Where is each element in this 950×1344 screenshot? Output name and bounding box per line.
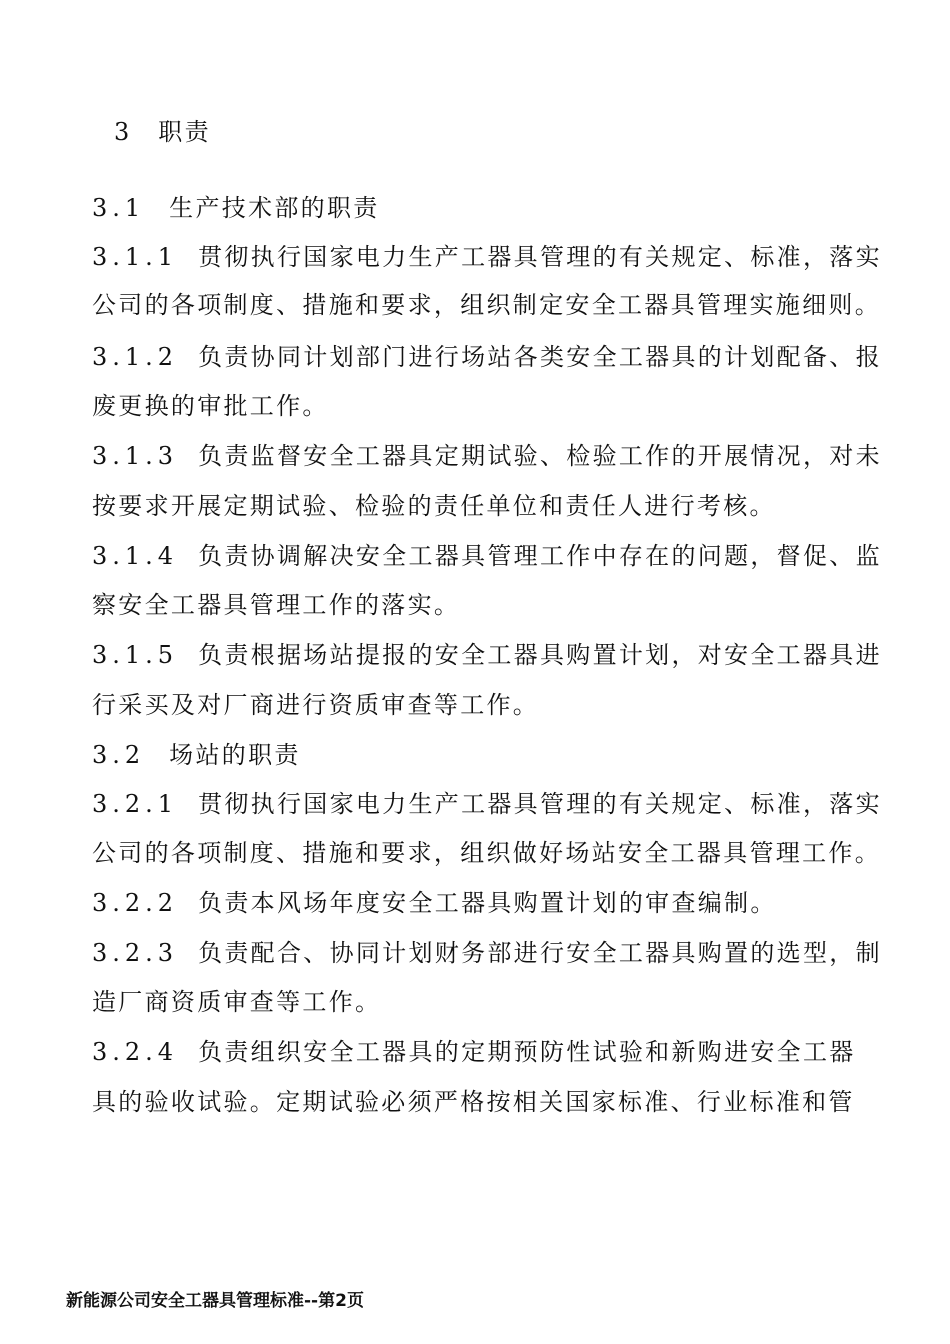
paragraph-line: [92, 789, 882, 819]
paragraph-line: [92, 590, 460, 620]
item-text: 生产技术部的职责: [169, 194, 380, 222]
subsection-heading: [92, 193, 380, 223]
item-number: 3.1.1: [92, 243, 179, 271]
paragraph-line: [92, 838, 881, 868]
page-footer: 新能源公司安全工器具管理标准--第2页: [66, 1291, 364, 1311]
item-number: 3.2.2: [92, 889, 179, 917]
item-number: 3.1.2: [92, 343, 179, 371]
item-number: 3.1.4: [92, 542, 179, 570]
item-text: 公司的各项制度、措施和要求，组织制定安全工器具管理实施细则。: [92, 291, 881, 319]
paragraph-line: [92, 242, 882, 272]
paragraph-line: [92, 342, 882, 372]
item-text: 负责组织安全工器具的定期预防性试验和新购进安全工器: [198, 1038, 856, 1066]
section-heading: [114, 117, 211, 147]
paragraph-line: [92, 441, 882, 471]
item-text: 察安全工器具管理工作的落实。: [92, 591, 461, 619]
paragraph-line: [92, 640, 882, 670]
item-number: 3.2.3: [92, 939, 179, 967]
item-text: 贯彻执行国家电力生产工器具管理的有关规定、标准，落实: [198, 243, 882, 271]
item-text: 负责配合、协同计划财务部进行安全工器具购置的选型，制: [198, 939, 882, 967]
item-text: 负责协同计划部门进行场站各类安全工器具的计划配备、报: [198, 343, 882, 371]
item-text: 负责根据场站提报的安全工器具购置计划，对安全工器具进: [198, 641, 882, 669]
item-number: 3.2: [92, 741, 146, 769]
paragraph-line: [92, 290, 881, 320]
item-text: 场站的职责: [169, 741, 301, 769]
item-text: 负责监督安全工器具定期试验、检验工作的开展情况，对未: [198, 442, 882, 470]
item-text: 按要求开展定期试验、检验的责任单位和责任人进行考核。: [92, 492, 776, 520]
paragraph-line: [92, 888, 777, 918]
paragraph-line: [92, 690, 539, 720]
section-title: 职责: [158, 118, 211, 146]
item-text: 贯彻执行国家电力生产工器具管理的有关规定、标准，落实: [198, 790, 882, 818]
item-number: 3.2.4: [92, 1038, 179, 1066]
item-text: 负责本风场年度安全工器具购置计划的审查编制。: [198, 889, 777, 917]
item-text: 具的验收试验。定期试验必须严格按相关国家标准、行业标准和管: [92, 1088, 855, 1116]
item-number: 3.2.1: [92, 790, 179, 818]
item-text: 行采买及对厂商进行资质审查等工作。: [92, 691, 540, 719]
paragraph-line: [92, 541, 882, 571]
paragraph-line: [92, 1087, 855, 1117]
subsection-heading: [92, 740, 301, 770]
section-number: 3: [114, 118, 135, 146]
paragraph-line: [92, 391, 329, 421]
item-number: 3.1: [92, 194, 146, 222]
paragraph-line: [92, 938, 882, 968]
item-number: 3.1.3: [92, 442, 179, 470]
item-text: 公司的各项制度、措施和要求，组织做好场站安全工器具管理工作。: [92, 839, 881, 867]
paragraph-line: [92, 987, 381, 1017]
paragraph-line: [92, 1037, 856, 1067]
item-number: 3.1.5: [92, 641, 179, 669]
item-text: 造厂商资质审查等工作。: [92, 988, 382, 1016]
item-text: 负责协调解决安全工器具管理工作中存在的问题，督促、监: [198, 542, 882, 570]
paragraph-line: [92, 491, 776, 521]
item-text: 废更换的审批工作。: [92, 392, 329, 420]
